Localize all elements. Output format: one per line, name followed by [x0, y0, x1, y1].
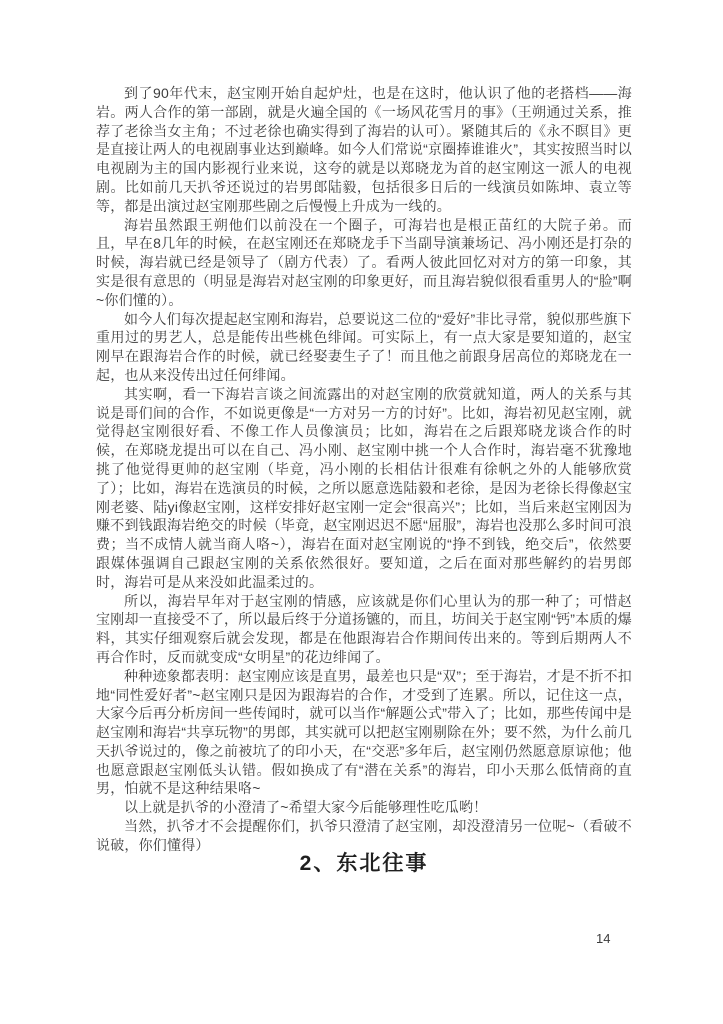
paragraph: 其实啊，看一下海岩言谈之间流露出的对赵宝刚的欣赏就知道，两人的关系与其说是哥们间的合作，不如说更像是“一方对另一方的讨好”。比如，海岩初见赵宝刚，就觉得赵宝刚很好看、不像工作人员像演员；比如，海岩在之后跟郑晓龙谈合作的时候，在郑晓龙提出可以在自己、冯小刚、赵宝刚中挑一个人合作时，海岩毫不犹豫地挑了他觉得更帅的赵宝刚（毕竟，冯小刚的长相估计很难有徐帆之外的人能够欣赏了）；比如，海岩在选演员的时候，之所以愿意选陆毅和老徐，是因为老徐长得像赵宝刚老婆、陆yi像赵宝刚，这样安排好赵宝刚一定会“很高兴”；比如，当后来赵宝刚因为赚不到钱跟海岩绝交的时候（毕竟，赵宝刚迟迟不愿“屈服”，海岩也没那么多时间可浪费；当不成情人就当商人咯~），海岩在面对赵宝刚说的“挣不到钱，绝交后”，依然要跟媒体强调自己跟赵宝刚的关系依然很好。要知道，之后在面对那些解约的岩男郎时，海岩可是从来没如此温柔过的。: [96, 385, 632, 590]
page-number: 14: [596, 931, 611, 946]
paragraph: 所以，海岩早年对于赵宝刚的情感，应该就是你们心里认为的那一种了；可惜赵宝刚却一直接受不了，所以最后终于分道扬镳的，而且，坊间关于赵宝刚“钙”本质的爆料，其实仔细观察后就会发现，都是在他跟海岩合作期间传出来的。等到后期两人不再合作时，反而就变成“女明星”的花边绯闻了。: [96, 592, 632, 665]
section-heading: 2、东北往事: [299, 851, 429, 875]
paragraph: 海岩虽然跟王朔他们以前没在一个圈子，可海岩也是根正苗红的大院子弟。而且，早在8几年的时候，在赵宝刚还在郑晓龙手下当副导演兼场记、冯小刚还是打杂的时候，海岩就已经是领导了（剧方代表）了。看两人彼此回忆对对方的第一印象，其实是很有意思的（明显是海岩对赵宝刚的印象更好，而且海岩貌似很看重男人的“脸”啊~你们懂的）。: [96, 216, 632, 308]
paragraph: 到了90年代末，赵宝刚开始自起炉灶，也是在这时，他认识了他的老搭档——海岩。两人合作的第一部剧，就是火遍全国的《一场风花雪月的事》（王朔通过关系，推荐了老徐当女主角；不过老徐也确实得到了海岩的认可）。紧随其后的《永不瞑目》更是直接让两人的电视剧事业达到巅峰。如今人们常说“京圈捧谁谁火”，其实按照当时以电视剧为主的国内影视行业来说，这夸的就是以郑晓龙为首的赵宝刚这一派人的电视剧。比如前几天扒爷还说过的岩男郎陆毅，包括很多日后的一线演员如陈坤、袁立等等，都是出演过赵宝刚那些剧之后慢慢上升成为一线的。: [96, 85, 632, 214]
paragraph: 当然，扒爷才不会提醒你们，扒爷只澄清了赵宝刚，却没澄清另一位呢~（看破不说破，你们懂得）: [96, 818, 632, 853]
paragraph: 以上就是扒爷的小澄清了~希望大家今后能够理性吃瓜哟！: [124, 799, 488, 816]
paragraph: 种种迹象都表明：赵宝刚应该是直男，最差也只是“双”；至于海岩，才是不折不扣地“同性爱好者”~赵宝刚只是因为跟海岩的合作，才受到了连累。所以，记住这一点，大家今后再分析房间一些传闻时，就可以当作“解题公式”带入了；比如，那些传闻中是赵宝刚和海岩“共享玩物”的男郎，其实就可以把赵宝刚剔除在外；要不然，为什么前几天扒爷说过的，像之前被坑了的印小天，在“交恶”多年后，赵宝刚仍然愿意原谅他；他也愿意跟赵宝刚低头认错。假如换成了有“潜在关系”的海岩，印小天那么低情商的直男，怕就不是这种结果咯~: [96, 667, 633, 797]
paragraph: 如今人们每次提起赵宝刚和海岩，总要说这二位的“爱好”非比寻常，貌似那些旗下重用过的男艺人，总是能传出些桃色绯闻。可实际上，有一点大家是要知道的，赵宝刚早在跟海岩合作的时候，就已经娶妻生子了！而且他之前跟身居高位的郑晓龙在一起，也从来没传出过任何绯闻。: [96, 310, 632, 383]
article-body: [96, 84, 632, 873]
